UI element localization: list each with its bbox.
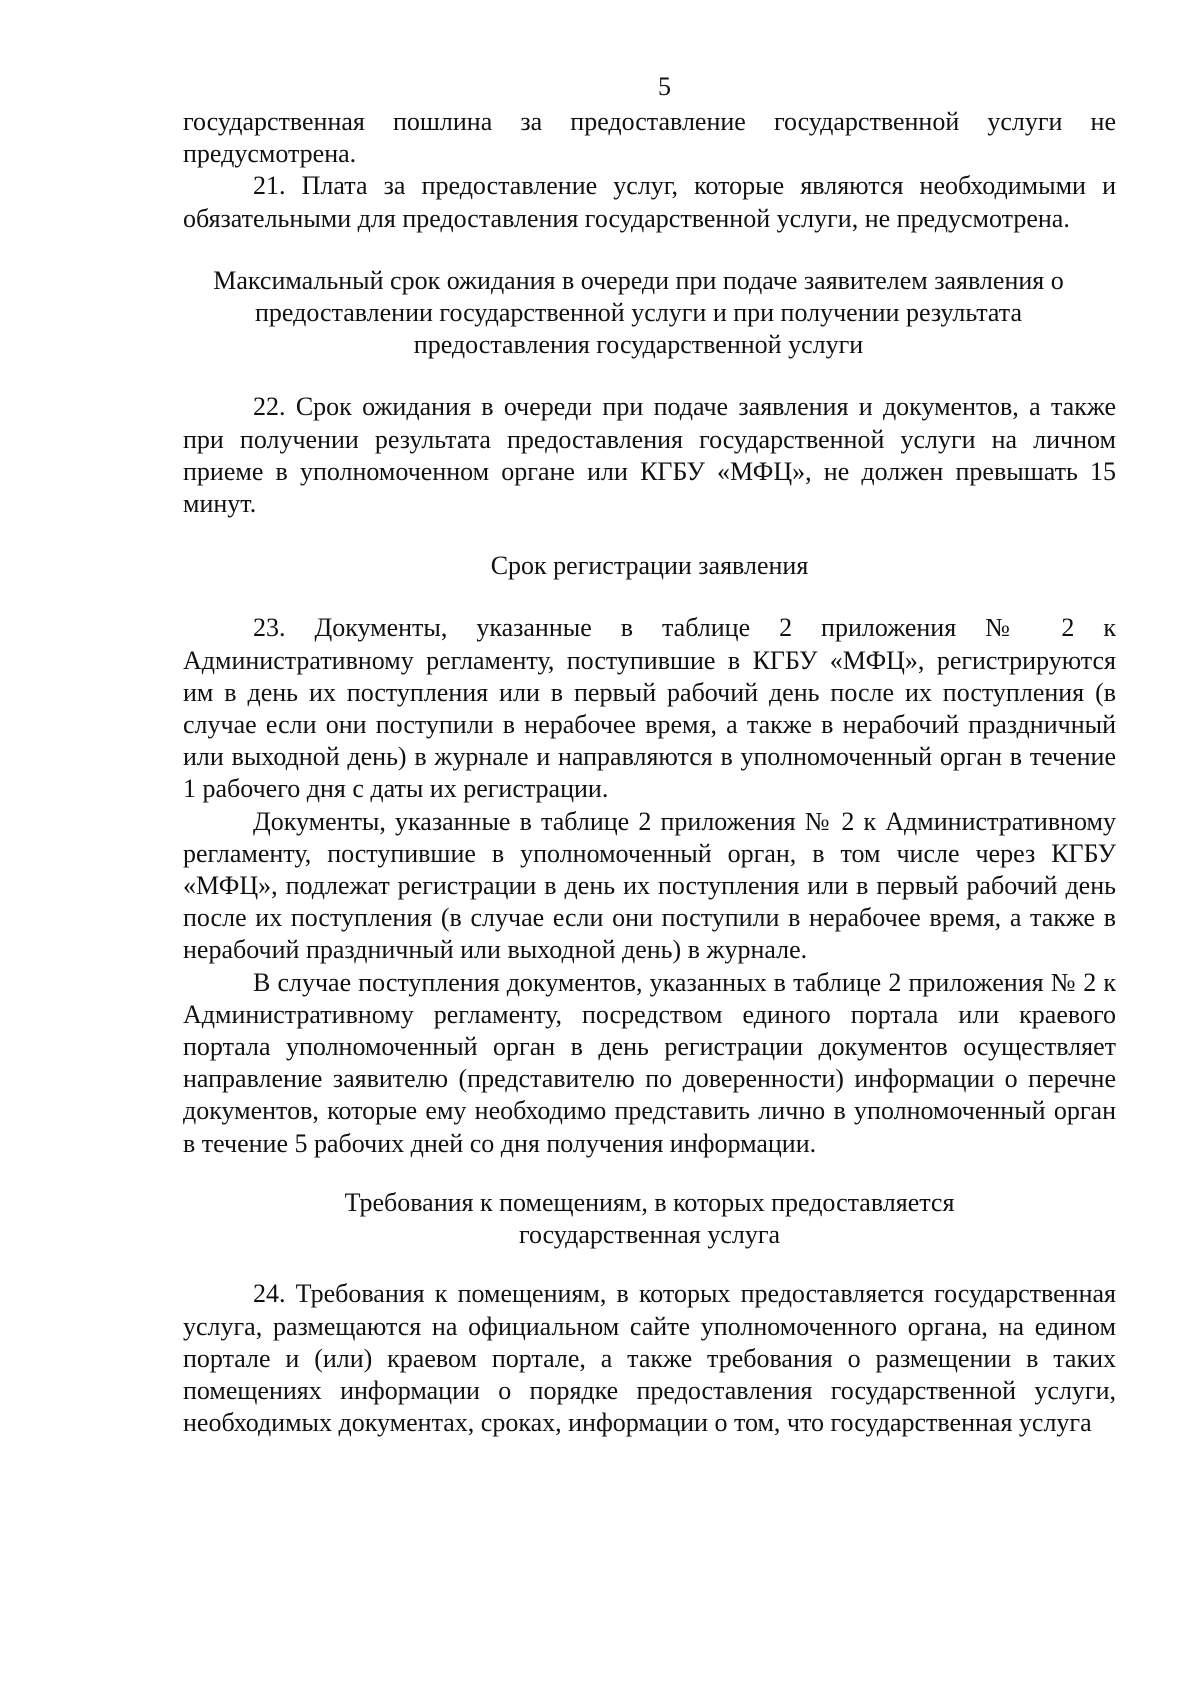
page-number: 5 — [658, 72, 671, 101]
spacer — [183, 235, 1116, 265]
spacer — [183, 1251, 1116, 1278]
heading-premises: Требования к помещениям, в которых предоставляется государственная услуга — [344, 1187, 955, 1250]
paragraph-23: 23. Документы, указанные в таблице 2 приложения № 2 к Административному регламенту, поступившие в КГБУ «МФЦ», регистрируются им в день их поступления или в первый рабочий день после их поступления (в случае если они поступили в нерабочее время, а также в нерабочий праздничный или выходной день) в журнале и направляются в уполномоченный орган в течение 1 рабочего дня с даты их регистрации. — [183, 613, 1116, 804]
paragraph-state-duty: государственная пошлина за предоставление государственной услуги не предусмотрена. — [183, 107, 1116, 169]
spacer — [183, 520, 1116, 550]
heading-registration-term: Срок регистрации заявления — [490, 551, 809, 581]
spacer — [183, 1160, 1116, 1187]
heading-queue-wait: Максимальный срок ожидания в очереди при подаче заявителем заявления о предоставлении государственной услуги и при получении результата предоставления государственной услуги — [213, 265, 1064, 360]
paragraph-21: 21. Плата за предоставление услуг, которые являются необходимыми и обязательными для предоставления государственной услуги, не предусмотрена. — [183, 171, 1116, 233]
paragraph-24: 24. Требования к помещениям, в которых предоставляется государственная услуга, размещаются на официальном сайте уполномоченного органа, на едином портале и (или) краевом портале, а также требования о размещении в таких помещениях информации о порядке предоставления государственной услуги, необходимых документах, сроках, информации о том, что государственная услуга — [183, 1279, 1116, 1438]
spacer — [183, 361, 1116, 391]
paragraph-22: 22. Срок ожидания в очереди при подаче заявления и документов, а также при получении результата предоставления государственной услуги на личном приеме в уполномоченном органе или КГБУ «МФЦ», не должен превышать 15 минут. — [183, 392, 1116, 519]
paragraph-23-authority: Документы, указанные в таблице 2 приложения № 2 к Административному регламенту, поступившие в уполномоченный орган, в том числе через КГБУ «МФЦ», подлежат регистрации в день их поступления или в первый рабочий день после их поступления (в случае если они поступили в нерабочее время, а также в нерабочий праздничный или выходной день) в журнале. — [183, 806, 1116, 965]
paragraph-23-portal: В случае поступления документов, указанных в таблице 2 приложения № 2 к Административному регламенту, посредством единого портала или краевого портала уполномоченный орган в день регистрации документов осуществляет направление заявителю (представителю по доверенности) информации о перечне документов, которые ему необходимо представить лично в уполномоченный орган в течение 5 рабочих дней со дня получения информации. — [183, 967, 1116, 1158]
spacer — [183, 582, 1116, 612]
